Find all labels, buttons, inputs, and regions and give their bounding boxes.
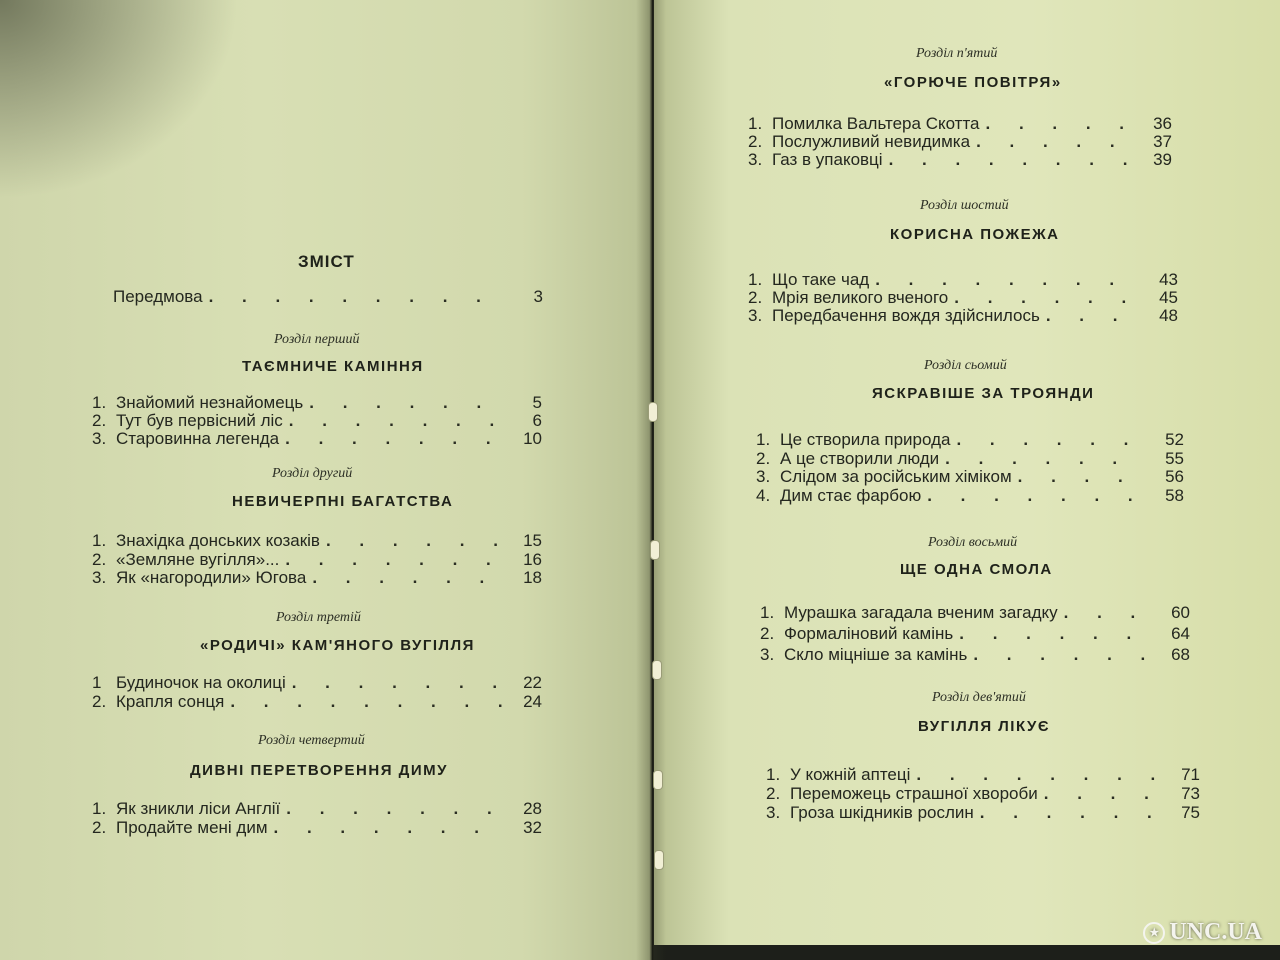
leader-dots <box>927 486 1144 506</box>
entry-page: 43 <box>1159 270 1178 289</box>
entry-num: 2. <box>92 692 107 711</box>
entry-num: 2. <box>766 784 781 803</box>
toc-entry[interactable] <box>92 692 542 712</box>
entry-num: 1. <box>756 430 771 449</box>
chapter-title: «ГОРЮЧЕ ПОВІТРЯ» <box>884 74 1062 91</box>
entry-title: Будиночок на околиці <box>116 673 286 692</box>
leader-dots <box>289 411 502 431</box>
toc-entry[interactable] <box>756 449 1184 469</box>
leader-dots <box>1046 306 1138 326</box>
entry-page: 28 <box>523 799 542 818</box>
entry-title: Скло міцніше за камінь <box>784 645 968 664</box>
page-shadow <box>0 0 240 200</box>
entry-page: 71 <box>1181 765 1200 784</box>
leader-dots <box>916 765 1160 785</box>
entry-title: Тут був первісний ліс <box>116 411 283 430</box>
toc-entry[interactable] <box>766 784 1200 804</box>
entry-title: Помилка Вальтера Скотта <box>772 114 980 133</box>
entry-num: 3. <box>756 467 771 486</box>
toc-entry[interactable] <box>760 624 1190 644</box>
toc-title: ЗМІСТ <box>298 252 355 271</box>
entry-title: Мрія великого вченого <box>772 288 949 307</box>
entry-num: 2. <box>92 411 107 430</box>
chapter-title: «РОДИЧІ» КАМ'ЯНОГО ВУГІЛЛЯ <box>200 637 475 654</box>
leader-dots <box>1018 467 1144 487</box>
toc-entry[interactable] <box>92 799 542 819</box>
leader-dots <box>285 429 502 449</box>
leader-dots <box>326 531 502 551</box>
entry-title: У кожній аптеці <box>790 765 911 784</box>
entry-num: 3. <box>748 306 763 325</box>
entry-page: 75 <box>1181 803 1200 822</box>
entry-page: 24 <box>523 692 542 711</box>
entry-num: 3. <box>92 568 107 587</box>
entry-num: 1. <box>92 531 107 550</box>
chapter-title: ТАЄМНИЧЕ КАМІННЯ <box>242 358 424 375</box>
entry-page: 32 <box>523 818 542 837</box>
watermark <box>1143 919 1262 946</box>
book-gutter <box>636 0 666 960</box>
entry-title: Переможець страшної хвороби <box>790 784 1038 803</box>
entry-title: Мурашка загадала вченим загадку <box>784 603 1058 622</box>
entry-title: Що таке чад <box>772 270 870 289</box>
entry-page: 58 <box>1165 486 1184 505</box>
toc-entry[interactable] <box>766 765 1200 785</box>
chapter-label: Розділ третій <box>276 610 361 625</box>
entry-page: 5 <box>532 393 542 412</box>
right-page <box>654 0 1280 945</box>
leader-dots <box>980 803 1160 823</box>
toc-entry[interactable] <box>748 132 1172 152</box>
entry-num: 2. <box>760 624 775 643</box>
leader-dots <box>889 150 1132 170</box>
leader-dots <box>945 449 1144 469</box>
entry-page: 56 <box>1165 467 1184 486</box>
leader-dots <box>986 114 1132 134</box>
leader-dots <box>292 673 502 693</box>
entry-title: Послужливий невидимка <box>772 132 971 151</box>
leader-dots <box>875 270 1138 290</box>
star-seal-icon: ★ <box>1143 922 1165 944</box>
chapter-title: ВУГІЛЛЯ ЛІКУЄ <box>918 718 1050 735</box>
entry-num: 3. <box>760 645 775 664</box>
binding-stitch <box>652 660 662 680</box>
entry-title: Гроза шкідників рослин <box>790 803 974 822</box>
entry-title: Слідом за російським хіміком <box>780 467 1012 486</box>
entry-page: 16 <box>523 550 542 569</box>
entry-page: 39 <box>1153 150 1172 169</box>
chapter-label: Розділ дев'ятий <box>932 690 1026 705</box>
leader-dots <box>230 692 502 712</box>
entry-title: Як зникли ліси Англії <box>116 799 281 818</box>
entry-num: 2. <box>748 288 763 307</box>
binding-stitch <box>654 850 664 870</box>
entry-page: 10 <box>523 429 542 448</box>
entry-page: 55 <box>1165 449 1184 468</box>
entry-title: «Земляне вугілля»... <box>116 550 280 569</box>
entry-page: 68 <box>1171 645 1190 664</box>
toc-entry[interactable] <box>748 288 1178 308</box>
leader-dots <box>1064 603 1150 623</box>
entry-title: Знахідка донських козаків <box>116 531 320 550</box>
entry-title: Крапля сонця <box>116 692 225 711</box>
chapter-title: НЕВИЧЕРПНІ БАГАТСТВА <box>232 493 454 510</box>
toc-entry[interactable] <box>92 568 542 588</box>
toc-entry[interactable] <box>92 411 542 431</box>
entry-page: 15 <box>523 531 542 550</box>
entry-num: 4. <box>756 486 771 505</box>
entry-page: 73 <box>1181 784 1200 803</box>
entry-title: Формаліновий камінь <box>784 624 954 643</box>
chapter-title: ДИВНІ ПЕРЕТВОРЕННЯ ДИМУ <box>190 762 448 779</box>
toc-entry[interactable] <box>760 645 1190 665</box>
toc-entry[interactable] <box>92 531 542 551</box>
toc-entry[interactable] <box>748 150 1172 170</box>
toc-entry[interactable] <box>92 818 542 838</box>
toc-entry[interactable] <box>756 430 1184 450</box>
entry-page: 36 <box>1153 114 1172 133</box>
entry-page: 52 <box>1165 430 1184 449</box>
entry-num: 3. <box>748 150 763 169</box>
entry-num: 1. <box>92 393 107 412</box>
entry-page: 3 <box>533 287 543 306</box>
entry-title: Передмова <box>113 287 203 306</box>
entry-num: 1. <box>748 114 763 133</box>
entry-num: 2. <box>748 132 763 151</box>
leader-dots <box>286 799 502 819</box>
toc-entry[interactable] <box>748 306 1178 326</box>
entry-title: Продайте мені дим <box>116 818 268 837</box>
entry-num: 3. <box>766 803 781 822</box>
chapter-label: Розділ п'ятий <box>916 46 998 61</box>
entry-num: 1 <box>92 673 102 692</box>
entry-title: Газ в упаковці <box>772 150 883 169</box>
entry-page: 48 <box>1159 306 1178 325</box>
entry-num: 2. <box>756 449 771 468</box>
chapter-label: Розділ восьмий <box>928 535 1018 550</box>
entry-page: 45 <box>1159 288 1178 307</box>
leader-dots <box>274 818 502 838</box>
entry-title: Знайомий незнайомець <box>116 393 304 412</box>
entry-num: 2. <box>92 818 107 837</box>
leader-dots <box>312 568 502 588</box>
chapter-title: ЩЕ ОДНА СМОЛА <box>900 561 1053 578</box>
chapter-label: Розділ сьомий <box>924 358 1007 373</box>
leader-dots <box>959 624 1150 644</box>
binding-stitch <box>650 540 660 560</box>
toc-entry[interactable] <box>92 673 542 693</box>
toc-entry[interactable] <box>760 603 1190 623</box>
toc-entry-preface[interactable] <box>113 287 543 307</box>
entry-page: 37 <box>1153 132 1172 151</box>
chapter-label: Розділ перший <box>274 332 360 347</box>
entry-num: 1. <box>760 603 775 622</box>
chapter-label: Розділ четвертий <box>258 733 365 748</box>
entry-num: 2. <box>92 550 107 569</box>
entry-title: Це створила природа <box>780 430 951 449</box>
leader-dots <box>1044 784 1160 804</box>
chapter-title: КОРИСНА ПОЖЕЖА <box>890 226 1060 243</box>
toc-entry[interactable] <box>766 803 1200 823</box>
toc-entry[interactable] <box>92 550 542 570</box>
entry-page: 18 <box>523 568 542 587</box>
entry-page: 22 <box>523 673 542 692</box>
toc-entry[interactable] <box>756 467 1184 487</box>
leader-dots <box>285 550 502 570</box>
toc-entry[interactable] <box>748 270 1178 290</box>
entry-num: 1. <box>92 799 107 818</box>
binding-stitch <box>653 770 663 790</box>
entry-num: 1. <box>766 765 781 784</box>
entry-title: А це створили люди <box>780 449 940 468</box>
entry-title: Старовинна легенда <box>116 429 280 448</box>
entry-num: 1. <box>748 270 763 289</box>
entry-page: 64 <box>1171 624 1190 643</box>
leader-dots <box>209 287 503 307</box>
chapter-label: Розділ шостий <box>920 198 1009 213</box>
leader-dots <box>954 288 1138 308</box>
entry-num: 3. <box>92 429 107 448</box>
entry-page: 6 <box>532 411 542 430</box>
chapter-label: Розділ другий <box>272 466 353 481</box>
entry-title: Як «нагородили» Югова <box>116 568 307 587</box>
toc-entry[interactable] <box>748 114 1172 134</box>
toc-entry[interactable] <box>756 486 1184 506</box>
binding-stitch <box>648 402 658 422</box>
entry-title: Дим стає фарбою <box>780 486 922 505</box>
chapter-title: ЯСКРАВІШЕ ЗА ТРОЯНДИ <box>872 385 1095 402</box>
entry-page: 60 <box>1171 603 1190 622</box>
leader-dots <box>973 645 1150 665</box>
leader-dots <box>309 393 502 413</box>
leader-dots <box>956 430 1144 450</box>
toc-entry[interactable] <box>92 393 542 413</box>
toc-entry[interactable] <box>92 429 542 449</box>
leader-dots <box>976 132 1132 152</box>
watermark-text: UNC.UA <box>1169 919 1262 945</box>
entry-title: Передбачення вождя здійснилось <box>772 306 1040 325</box>
